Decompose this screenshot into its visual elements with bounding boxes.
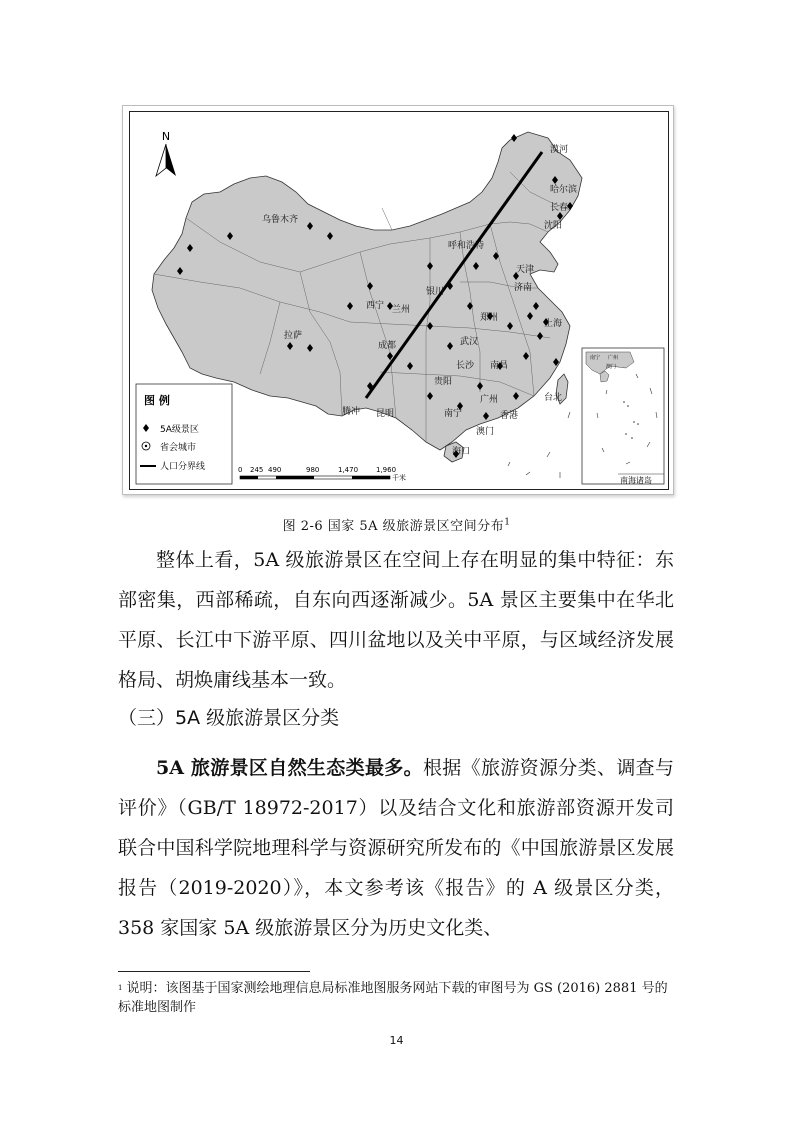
city-label-lhasa: 拉萨 [284,331,303,341]
scale-tick-0: 0 [238,466,243,474]
inset-label-guangzhou: 广州 [608,355,619,361]
city-label-guiyang: 贵阳 [434,377,453,387]
city-label-tianjin: 天津 [516,265,535,275]
city-label-shenyang: 沈阳 [544,221,563,231]
legend-item-capital: 省会城市 [160,443,197,453]
footnote-text: 说明：该图基于国家测绘地理信息局标准地图服务网站下载的审图号为 GS (2016) 2881 号的标准地图制作 [118,981,668,1015]
scale-tick-4: 1,470 [338,466,359,474]
city-label-tengchong: 腾冲 [342,407,361,417]
scale-tick-5: 1,960 [376,466,397,474]
section-heading: （三）5A 级旅游景区分类 [118,707,340,729]
city-label-changchun: 长春 [550,203,569,213]
inset-label-nanning: 南宁 [590,355,601,361]
city-label-wuhan: 武汉 [460,337,479,347]
city-label-nanchang: 南昌 [490,361,509,371]
paragraph-distribution: 整体上看，5A 级旅游景区在空间上存在明显的集中特征：东部密集，西部稀疏，自东向西逐渐减少。5A 景区主要集中在华北平原、长江中下游平原、四川盆地以及关中平原，与区域经济发展格局、胡焕庸线基本一致。 [118,549,674,691]
page-number: 14 [389,1034,404,1047]
figure-frame [122,105,674,495]
city-label-urumqi: 乌鲁木齐 [262,215,299,225]
footnote [118,979,678,1017]
city-label-nanning: 南宁 [444,409,463,419]
china-map [130,112,668,489]
city-label-hohhot: 呼和浩特 [448,241,485,251]
city-label-macau: 澳门 [476,427,495,437]
paragraph-lead-bold: 5A 旅游景区自然生态类最多。 [156,757,423,779]
city-label-changsha: 长沙 [456,361,475,371]
city-label-kunming: 昆明 [376,409,395,419]
legend-box [136,384,232,484]
city-label-shanghai: 上海 [544,319,563,329]
figure-caption [0,515,793,534]
caption-footnote-mark: 1 [504,517,511,528]
north-label: N [161,130,171,143]
legend-item-line: 人口分界线 [160,462,206,472]
inset-title: 南海诸岛 [620,476,652,485]
sea-boundary-marks [508,412,570,478]
south-china-sea-inset [582,348,664,485]
north-arrow [156,130,176,176]
city-label-xining: 西宁 [366,301,385,311]
scale-bar [238,466,406,482]
city-label-taipei: 台北 [544,393,563,403]
scale-tick-3: 980 [306,466,320,474]
legend-item-scenic: 5A级景区 [160,425,199,435]
paragraph-body: 根据《旅游资源分类、调查与评价》（GB/T 18972-2017）以及结合文化和旅游部资源开发司联合中国科学院地理科学与资源研究所发布的《中国旅游景区发展报告（2019-2020）》，本文参考该《报告》的 A 级景区分类，358 家国家 5A 级旅游景区分为历史文化类、 [118,757,674,939]
city-label-yinchuan: 银川 [426,287,445,297]
scale-tick-1: 245 [250,466,264,474]
map-figure [129,111,669,490]
footnote-rule [118,971,310,972]
city-label-guangzhou: 广州 [480,395,499,405]
legend-title: 图 例 [144,394,170,407]
scale-unit: 千米 [392,474,406,482]
city-label-hongkong: 香港 [500,411,519,421]
city-label-jinan: 济南 [514,283,533,293]
city-label-zhengzhou: 郑州 [480,313,499,323]
city-label-lanzhou: 兰州 [392,305,411,315]
scale-tick-2: 490 [268,466,282,474]
city-label-haikou: 海口 [452,447,471,457]
paragraph-classification [118,748,674,948]
footnote-mark: 1 [118,984,123,992]
caption-text: 图 2-6 国家 5A 级旅游景区空间分布 [282,519,505,534]
city-label-mohe: 漠河 [550,145,569,155]
inset-label-macau: 澳门 [606,364,617,370]
city-label-chengdu: 成都 [378,341,397,351]
city-label-harbin: 哈尔滨 [550,185,578,195]
